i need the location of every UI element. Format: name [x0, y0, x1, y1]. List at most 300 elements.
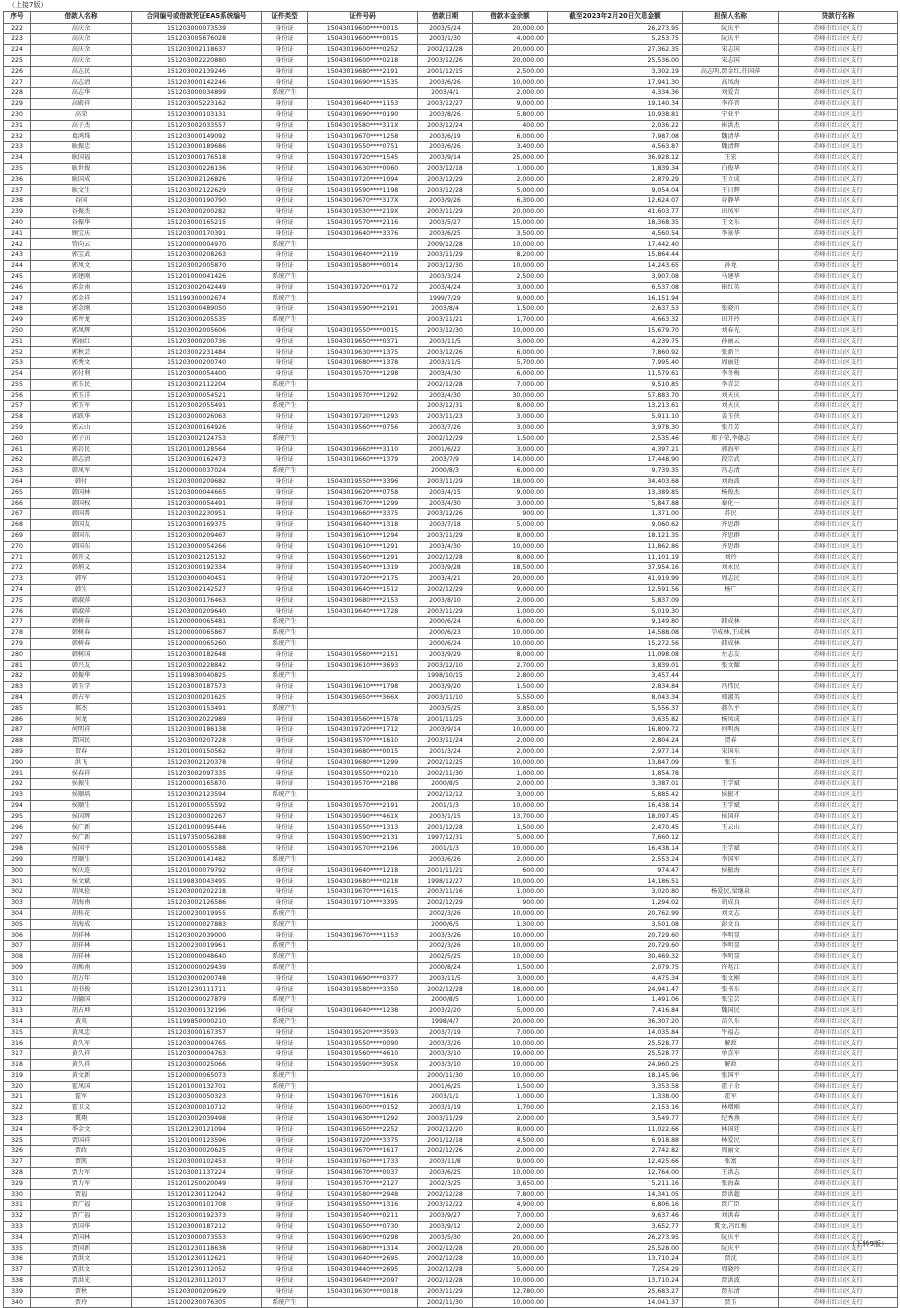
interest-cell: 14,588.08 [548, 628, 683, 639]
borrower-cell: 谷振杰 [31, 207, 132, 218]
principal-cell: 6,300.00 [473, 196, 548, 207]
borrower-cell: 侯振生 [31, 779, 132, 790]
contract-cell: 151203000489050 [132, 304, 262, 315]
id-type-cell: 系统产生 [262, 995, 308, 1006]
id-type-cell: 身份证 [262, 541, 308, 552]
guarantor-cell: 阮庆平 [683, 1243, 779, 1254]
id-type-cell: 身份证 [262, 574, 308, 585]
interest-cell: 2,637.53 [548, 304, 683, 315]
loan-date-cell: 2003/8/4 [418, 304, 473, 315]
contract-cell: 151200000165870 [132, 779, 262, 790]
table-row [4, 153, 898, 164]
serial-cell: 317 [4, 1049, 31, 1060]
guarantor-cell: 刘天庆 [683, 390, 779, 401]
id-number-cell [308, 638, 418, 649]
principal-cell: 20,000.00 [473, 23, 548, 34]
guarantor-cell: 王宏 [683, 153, 779, 164]
borrower-cell: 黄久祥 [31, 1049, 132, 1060]
table-row [4, 1243, 898, 1254]
contract-cell: 151199830043495 [132, 876, 262, 887]
principal-cell: 4,900.00 [473, 1200, 548, 1211]
borrower-cell: 韩树春 [31, 628, 132, 639]
interest-cell: 5,847.88 [548, 498, 683, 509]
loan-date-cell: 2003/7/26 [418, 422, 473, 433]
borrower-cell: 郭井龙 [31, 315, 132, 326]
contract-cell: 151203002123594 [132, 790, 262, 801]
id-number-cell: 15043019690****0298 [308, 1232, 418, 1243]
principal-cell: 3,000.00 [473, 336, 548, 347]
id-number-cell: 15043019580****2948 [308, 1189, 418, 1200]
id-type-cell: 身份证 [262, 800, 308, 811]
loan-date-cell: 2003/12/26 [418, 55, 473, 66]
contract-cell: 151203005223162 [132, 99, 262, 110]
guarantor-cell: 纪秀燕 [683, 1113, 779, 1124]
contract-cell: 151201000123596 [132, 1135, 262, 1146]
table-row [4, 88, 898, 99]
id-number-cell: 15043019560****2151 [308, 649, 418, 660]
borrower-cell: 郭岩民 [31, 444, 132, 455]
id-number-cell: 15043019720****1094 [308, 174, 418, 185]
principal-cell: 10,000.00 [473, 1060, 548, 1071]
table-row [4, 131, 898, 142]
serial-cell: 225 [4, 55, 31, 66]
contract-cell: 151203002022989 [132, 714, 262, 725]
loan-date-cell: 2002/12/28 [418, 1275, 473, 1286]
contract-cell: 151203001137224 [132, 1167, 262, 1178]
contract-cell: 151203000190790 [132, 196, 262, 207]
id-type-cell: 身份证 [262, 325, 308, 336]
borrower-cell: 侯春祥 [31, 768, 132, 779]
bank-cell: 赤峰市红山区支行 [779, 1232, 898, 1243]
id-type-cell: 系统产生 [262, 401, 308, 412]
id-type-cell: 身份证 [262, 1265, 308, 1276]
loan-date-cell: 2000/8/24 [418, 962, 473, 973]
table-row [4, 887, 898, 898]
bank-cell: 赤峰市红山区支行 [779, 1113, 898, 1124]
contract-cell: 151203000201625 [132, 692, 262, 703]
table-row [4, 422, 898, 433]
principal-cell: 1,500.00 [473, 822, 548, 833]
interest-cell: 2,153.16 [548, 1103, 683, 1114]
header-principal: 借款本金余额 [473, 12, 548, 24]
borrower-cell: 贾福 [31, 1189, 132, 1200]
id-number-cell [308, 908, 418, 919]
loan-date-cell: 2003/11/29 [418, 530, 473, 541]
table-row [4, 77, 898, 88]
interest-cell: 25,683.27 [548, 1286, 683, 1297]
id-number-cell: 15043019720****0172 [308, 282, 418, 293]
id-number-cell: 15043019630****1292 [308, 1113, 418, 1124]
bank-cell: 赤峰市红山区支行 [779, 1038, 898, 1049]
bank-cell: 赤峰市红山区支行 [779, 120, 898, 131]
principal-cell: 1,000.00 [473, 163, 548, 174]
loan-date-cell: 2003/6/26 [418, 77, 473, 88]
loan-date-cell: 2000/8/5 [418, 779, 473, 790]
borrower-cell: 贾广福 [31, 1211, 132, 1222]
contract-cell: 151203000073539 [132, 23, 262, 34]
bank-cell: 赤峰市红山区支行 [779, 1092, 898, 1103]
guarantor-cell: 宋志国 [683, 55, 779, 66]
bank-cell: 赤峰市红山区支行 [779, 207, 898, 218]
serial-cell: 270 [4, 541, 31, 552]
id-number-cell: 15043019670****1615 [308, 887, 418, 898]
contract-cell: 151203000010712 [132, 1103, 262, 1114]
guarantor-cell [683, 768, 779, 779]
borrower-cell: 贺国民 [31, 736, 132, 747]
id-number-cell: 15043019620****0758 [308, 487, 418, 498]
borrower-cell: 韩炳义 [31, 563, 132, 574]
borrower-cell: 冀翔 [31, 1113, 132, 1124]
contract-cell: 151203000189686 [132, 142, 262, 153]
loan-date-cell: 2003/9/14 [418, 153, 473, 164]
borrower-cell: 胡德国 [31, 995, 132, 1006]
bank-cell: 赤峰市红山区支行 [779, 973, 898, 984]
serial-cell: 260 [4, 433, 31, 444]
contract-cell: 151201230112042 [132, 1189, 262, 1200]
borrower-cell: 黄文新 [31, 1070, 132, 1081]
serial-cell: 314 [4, 1016, 31, 1027]
serial-cell: 244 [4, 261, 31, 272]
contract-cell: 151203000054491 [132, 498, 262, 509]
bank-cell: 赤峰市红山区支行 [779, 66, 898, 77]
id-number-cell: 15043019640****1238 [308, 1006, 418, 1017]
contract-cell: 151200000029439 [132, 962, 262, 973]
guarantor-cell: 左志友 [683, 649, 779, 660]
id-number-cell: 15043019610****3693 [308, 660, 418, 671]
guarantor-cell: 霍军 [683, 1092, 779, 1103]
bank-cell: 赤峰市红山区支行 [779, 390, 898, 401]
interest-cell: 1,491.06 [548, 995, 683, 1006]
loan-date-cell: 2001/12/28 [418, 822, 473, 833]
loan-date-cell: 2001/6/25 [418, 1081, 473, 1092]
loan-date-cell: 2000/6/5 [418, 919, 473, 930]
principal-cell: 10,000.00 [473, 541, 548, 552]
id-number-cell [308, 952, 418, 963]
serial-cell: 290 [4, 757, 31, 768]
bank-cell: 赤峰市红山区支行 [779, 1060, 898, 1071]
borrower-cell: 顾宝庆 [31, 228, 132, 239]
guarantor-cell: 魏清辉 [683, 142, 779, 153]
guarantor-cell: 郝久平 [683, 703, 779, 714]
guarantor-cell: 宋国东 [683, 746, 779, 757]
interest-cell: 4,334.36 [548, 88, 683, 99]
serial-cell: 269 [4, 530, 31, 541]
id-number-cell: 15043019570****2116 [308, 217, 418, 228]
interest-cell: 4,397.21 [548, 444, 683, 455]
contract-cell: 151203000226136 [132, 163, 262, 174]
contract-cell: 151203000142246 [132, 77, 262, 88]
interest-cell: 27,362.35 [548, 45, 683, 56]
guarantor-cell: 苗久东 [683, 1016, 779, 1027]
principal-cell: 30,000.00 [473, 390, 548, 401]
serial-cell: 277 [4, 617, 31, 628]
guarantor-cell: 李景华 [683, 228, 779, 239]
interest-cell: 4,475.34 [548, 973, 683, 984]
id-number-cell: 15043019630****0060 [308, 163, 418, 174]
id-type-cell: 系统产生 [262, 671, 308, 682]
borrower-cell: 侯文斌 [31, 876, 132, 887]
loan-date-cell: 1998/4/7 [418, 1016, 473, 1027]
interest-cell: 7,987.08 [548, 131, 683, 142]
guarantor-cell: 张文耀 [683, 660, 779, 671]
id-number-cell: 15043019690****1535 [308, 77, 418, 88]
guarantor-cell: 李明显 [683, 941, 779, 952]
id-type-cell: 系统产生 [262, 1297, 308, 1308]
serial-cell: 262 [4, 455, 31, 466]
borrower-cell: 郭付利 [31, 369, 132, 380]
principal-cell: 7,000.00 [473, 1027, 548, 1038]
guarantor-cell: 单喜军 [683, 1049, 779, 1060]
id-number-cell: 15043019720****2175 [308, 574, 418, 585]
id-type-cell: 身份证 [262, 1103, 308, 1114]
serial-cell: 251 [4, 336, 31, 347]
loan-date-cell: 2002/12/26 [418, 1146, 473, 1157]
id-number-cell: 15043019550****1316 [308, 1200, 418, 1211]
loan-date-cell: 2001/1/3 [418, 800, 473, 811]
principal-cell: 10,000.00 [473, 941, 548, 952]
table-row [4, 768, 898, 779]
id-type-cell: 系统产生 [262, 952, 308, 963]
principal-cell: 6,000.00 [473, 131, 548, 142]
principal-cell: 13,700.00 [473, 811, 548, 822]
interest-cell: 2,470.45 [548, 822, 683, 833]
guarantor-cell: 李冬梅 [683, 369, 779, 380]
principal-cell: 3,000.00 [473, 973, 548, 984]
principal-cell: 10,000.00 [473, 800, 548, 811]
id-type-cell: 身份证 [262, 844, 308, 855]
principal-cell: 1,500.00 [473, 682, 548, 693]
bank-cell: 赤峰市红山区支行 [779, 736, 898, 747]
id-type-cell: 身份证 [262, 261, 308, 272]
interest-cell: 2,079.75 [548, 962, 683, 973]
continued-to-note: （下转9版） [848, 1240, 888, 1248]
guarantor-cell: 林爱民 [683, 1135, 779, 1146]
table-row [4, 1006, 898, 1017]
serial-cell: 273 [4, 574, 31, 585]
table-row [4, 239, 898, 250]
loan-date-cell: 2003/11/16 [418, 887, 473, 898]
table-row [4, 736, 898, 747]
bank-cell: 赤峰市红山区支行 [779, 455, 898, 466]
id-type-cell: 身份证 [262, 153, 308, 164]
interest-cell: 14,041.37 [548, 1297, 683, 1308]
table-row [4, 692, 898, 703]
loan-date-cell: 2000/6/24 [418, 617, 473, 628]
loan-date-cell: 2000/11/30 [418, 1070, 473, 1081]
principal-cell: 1,000.00 [473, 995, 548, 1006]
id-type-cell: 身份证 [262, 930, 308, 941]
loan-date-cell: 2003/11/5 [418, 973, 473, 984]
id-number-cell [308, 293, 418, 304]
borrower-cell: 高庆余 [31, 34, 132, 45]
interest-cell: 3,978.30 [548, 422, 683, 433]
serial-cell: 226 [4, 66, 31, 77]
table-row [4, 412, 898, 423]
guarantor-cell: 马建华 [683, 271, 779, 282]
guarantor-cell: 李明显 [683, 930, 779, 941]
id-number-cell [308, 401, 418, 412]
table-row [4, 703, 898, 714]
table-body [4, 23, 898, 1308]
principal-cell: 12,780.00 [473, 1286, 548, 1297]
guarantor-cell: 宁亚平 [683, 109, 779, 120]
borrower-cell: 郭秀文 [31, 358, 132, 369]
principal-cell: 10,000.00 [473, 1254, 548, 1265]
loan-date-cell: 2003/9/20 [418, 682, 473, 693]
table-row [4, 487, 898, 498]
borrower-cell: 贾国祥 [31, 1135, 132, 1146]
loan-date-cell: 2003/8/26 [418, 109, 473, 120]
loan-date-cell: 2003/11/29 [418, 476, 473, 487]
principal-cell: 1,300.00 [473, 919, 548, 930]
serial-cell: 340 [4, 1297, 31, 1308]
bank-cell: 赤峰市红山区支行 [779, 833, 898, 844]
table-row [4, 1124, 898, 1135]
contract-cell: 151203000169375 [132, 520, 262, 531]
contract-cell: 151200230019955 [132, 908, 262, 919]
guarantor-cell: 王学斌 [683, 779, 779, 790]
guarantor-cell: 贾沈 [683, 1254, 779, 1265]
contract-cell: 151203000026063 [132, 412, 262, 423]
serial-cell: 245 [4, 271, 31, 282]
table-row [4, 1221, 898, 1232]
principal-cell: 4,500.00 [473, 1135, 548, 1146]
borrower-cell: 黄英 [31, 1016, 132, 1027]
id-number-cell [308, 617, 418, 628]
contract-cell: 151203000054400 [132, 369, 262, 380]
id-number-cell: 15043019650****0730 [308, 1221, 418, 1232]
guarantor-cell: 张新兰 [683, 347, 779, 358]
contract-cell: 151201000055592 [132, 800, 262, 811]
table-row [4, 671, 898, 682]
id-type-cell: 系统产生 [262, 379, 308, 390]
id-number-cell: 15043019650****2252 [308, 1124, 418, 1135]
contract-cell: 151199830040825 [132, 671, 262, 682]
id-type-cell: 身份证 [262, 1275, 308, 1286]
interest-cell: 13,389.85 [548, 487, 683, 498]
guarantor-cell [683, 833, 779, 844]
interest-cell: 15,864.44 [548, 250, 683, 261]
loan-date-cell: 2003/2/20 [418, 1006, 473, 1017]
contract-cell: 151203000054266 [132, 541, 262, 552]
id-type-cell: 身份证 [262, 1200, 308, 1211]
id-type-cell: 身份证 [262, 682, 308, 693]
id-number-cell: 15043019520****3593 [308, 1027, 418, 1038]
id-number-cell: 15043019630****0018 [308, 1286, 418, 1297]
bank-cell: 赤峰市红山区支行 [779, 1146, 898, 1157]
principal-cell: 18,500.00 [473, 563, 548, 574]
contract-cell: 151201230118638 [132, 1243, 262, 1254]
table-row [4, 908, 898, 919]
table-row [4, 952, 898, 963]
contract-cell: 151203000162473 [132, 455, 262, 466]
id-type-cell: 身份证 [262, 455, 308, 466]
interest-cell: 6,918.88 [548, 1135, 683, 1146]
principal-cell: 2,000.00 [473, 854, 548, 865]
serial-cell: 247 [4, 293, 31, 304]
interest-cell: 20,729.60 [548, 930, 683, 941]
contract-cell: 151203000101708 [132, 1200, 262, 1211]
id-type-cell: 身份证 [262, 1049, 308, 1060]
serial-cell: 325 [4, 1135, 31, 1146]
table-row [4, 45, 898, 56]
borrower-cell: 贾政 [31, 1146, 132, 1157]
interest-cell: 41,603.77 [548, 207, 683, 218]
principal-cell: 400.00 [473, 120, 548, 131]
loan-date-cell: 2003/4/30 [418, 498, 473, 509]
loan-date-cell: 2002/12/28 [418, 1265, 473, 1276]
table-row [4, 390, 898, 401]
contract-cell: 151203000200740 [132, 358, 262, 369]
serial-cell: 222 [4, 23, 31, 34]
bank-cell: 赤峰市红山区支行 [779, 239, 898, 250]
table-row [4, 973, 898, 984]
contract-cell: 151203005676028 [132, 34, 262, 45]
bank-cell: 赤峰市红山区支行 [779, 854, 898, 865]
table-row [4, 995, 898, 1006]
table-row [4, 1146, 898, 1157]
guarantor-cell: 解政 [683, 1038, 779, 1049]
borrower-cell: 霍卫义 [31, 1103, 132, 1114]
table-row [4, 34, 898, 45]
id-type-cell: 身份证 [262, 746, 308, 757]
borrower-cell: 贾国华 [31, 1221, 132, 1232]
id-type-cell: 身份证 [262, 649, 308, 660]
principal-cell: 3,000.00 [473, 282, 548, 293]
serial-cell: 310 [4, 973, 31, 984]
contract-cell: 151200000004970 [132, 239, 262, 250]
bank-cell: 赤峰市红山区支行 [779, 930, 898, 941]
loan-date-cell: 2002/12/28 [418, 984, 473, 995]
id-number-cell: 15043019610****1291 [308, 541, 418, 552]
table-row [4, 790, 898, 801]
bank-cell: 赤峰市红山区支行 [779, 1124, 898, 1135]
principal-cell: 6,000.00 [473, 466, 548, 477]
guarantor-cell: 周晓玲 [683, 1265, 779, 1276]
contract-cell: 151201230121094 [132, 1124, 262, 1135]
interest-cell: 5,253.75 [548, 34, 683, 45]
principal-cell: 8,000.00 [473, 401, 548, 412]
table-row [4, 1265, 898, 1276]
interest-cell: 1,371.00 [548, 509, 683, 520]
loan-date-cell: 2003/11/24 [418, 736, 473, 747]
id-type-cell: 身份证 [262, 23, 308, 34]
table-row [4, 617, 898, 628]
contract-cell: 151203000205535 [132, 315, 262, 326]
interest-cell: 3,353.58 [548, 1081, 683, 1092]
serial-cell: 279 [4, 638, 31, 649]
borrower-cell: 郭宝武 [31, 250, 132, 261]
principal-cell: 7,000.00 [473, 1211, 548, 1222]
bank-cell: 赤峰市红山区支行 [779, 1157, 898, 1168]
serial-cell: 254 [4, 369, 31, 380]
loan-date-cell: 2002/12/29 [418, 898, 473, 909]
id-number-cell [308, 88, 418, 99]
borrower-cell: 黄久军 [31, 1038, 132, 1049]
principal-cell: 20,000.00 [473, 55, 548, 66]
borrower-cell: 韩树春 [31, 638, 132, 649]
loan-date-cell: 2001/3/24 [418, 746, 473, 757]
guarantor-cell: 王洪志 [683, 1167, 779, 1178]
borrower-cell: 胡海南 [31, 898, 132, 909]
bank-cell: 赤峰市红山区支行 [779, 99, 898, 110]
contract-cell: 151200000065481 [132, 617, 262, 628]
bank-cell: 赤峰市红山区支行 [779, 444, 898, 455]
id-number-cell [308, 941, 418, 952]
id-type-cell: 身份证 [262, 779, 308, 790]
table-row [4, 638, 898, 649]
id-number-cell: 15043019670****1299 [308, 498, 418, 509]
